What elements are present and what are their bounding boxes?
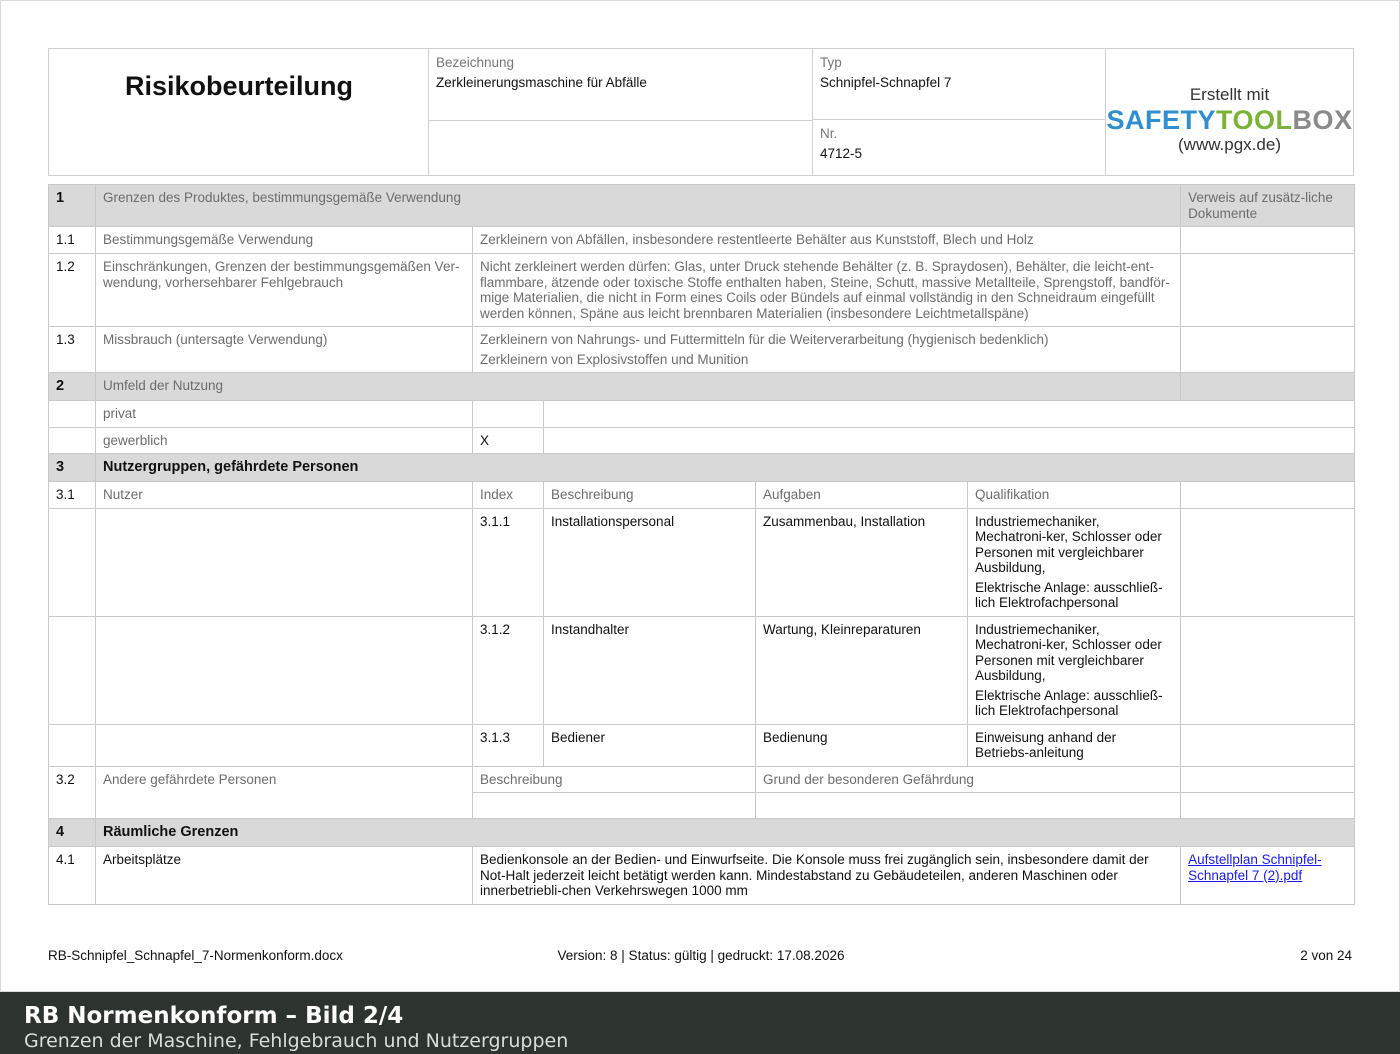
row-label: Andere gefährdete Personen [96, 766, 473, 819]
row-text-line: Zerkleinern von Explosivstoffen und Munition [480, 351, 749, 367]
user-row [49, 616, 1355, 724]
logo-top-text: Erstellt mit [1189, 85, 1270, 104]
usage-option-label: gewerblich [96, 427, 473, 454]
user-index: 3.1.1 [473, 508, 544, 616]
column-header-description: Beschreibung [544, 482, 756, 509]
logo-part-1: SAFETY [1106, 105, 1216, 135]
risk-table [48, 184, 1355, 905]
caption-subtitle: Grenzen der Maschine, Fehlgebrauch und Nutzergruppen [24, 1030, 569, 1052]
row-label: Bestimmungsgemäße Verwendung [96, 227, 473, 254]
row-number: 3.2 [49, 766, 96, 819]
row-text [473, 327, 1181, 373]
column-header-qualification: Qualifikation [968, 482, 1181, 509]
bezeichnung-value: Zerkleinerungsmaschine für Abfälle [436, 75, 647, 90]
section-title: Grenzen des Produktes, bestimmungsgemäße Verwendung [96, 185, 1181, 227]
empty-cell [756, 793, 1181, 819]
caption-bar [0, 992, 1400, 1054]
title-cell [49, 49, 429, 175]
safetytoolbox-logo [1106, 49, 1353, 175]
empty-cell [96, 508, 473, 616]
table-row [49, 227, 1355, 254]
section-number: 4 [49, 819, 96, 847]
section-title: Räumliche Grenzen [96, 819, 1355, 847]
logo-url: (www.pgx.de) [1178, 135, 1281, 154]
footer-version-status: Version: 8 | Status: gültig | gedruckt: 17.08.2026 [557, 948, 845, 963]
document-title: Risikobeurteilung [124, 71, 354, 101]
row-number: 1.2 [49, 254, 96, 327]
row-number [49, 724, 96, 766]
empty-cell [473, 793, 756, 819]
section-number: 1 [49, 185, 96, 227]
reference-cell [1181, 508, 1355, 616]
row-number [49, 508, 96, 616]
reference-cell [1181, 227, 1355, 254]
bezeichnung-label: Bezeichnung [436, 55, 515, 70]
section-title: Umfeld der Nutzung [96, 373, 1181, 401]
user-description: Instandhalter [544, 616, 756, 724]
row-number [49, 401, 96, 428]
nr-cell [813, 120, 1106, 175]
footer-page-number: 2 von 24 [1300, 948, 1352, 963]
row-number: 1.3 [49, 327, 96, 373]
table-row [49, 254, 1355, 327]
reference-cell [1181, 847, 1355, 905]
section-1-header [49, 185, 1355, 227]
user-index: 3.1.2 [473, 616, 544, 724]
row-text-line: Zerkleinern von Nahrungs- und Futtermitteln für die Weiterverarbeitung (hygienisch bedenklich) [480, 332, 1049, 347]
section-title: Nutzergruppen, gefährdete Personen [96, 454, 1355, 482]
section-2-header [49, 373, 1355, 401]
reference-cell [1181, 766, 1355, 793]
row-number [49, 616, 96, 724]
row-number: 4.1 [49, 847, 96, 905]
user-description: Bediener [544, 724, 756, 766]
table-row [49, 847, 1355, 905]
empty-cell [96, 724, 473, 766]
section-number: 3 [49, 454, 96, 482]
document-header [48, 48, 1354, 176]
user-tasks: Bedienung [756, 724, 968, 766]
row-label: Nutzer [96, 482, 473, 509]
user-index: 3.1.3 [473, 724, 544, 766]
user-qualification: Einweisung anhand der Betriebs-anleitung [968, 724, 1181, 766]
column-header-description: Beschreibung [473, 766, 756, 793]
typ-value: Schnipfel-Schnapfel 7 [820, 75, 952, 90]
attachment-link[interactable]: Aufstellplan Schnipfel-Schnapfel 7 (2).pdf [1188, 852, 1322, 883]
qualification-line: Elektrische Anlage: ausschließ-lich Elektrofachpersonal [975, 579, 1163, 610]
reference-column-header: Verweis auf zusätz-liche Dokumente [1181, 185, 1355, 227]
reference-cell [1181, 327, 1355, 373]
qualification-line: Elektrische Anlage: ausschließ-lich Elektrofachpersonal [975, 687, 1163, 718]
logo-part-3: BOX [1292, 105, 1353, 135]
row-text: Zerkleinern von Abfällen, insbesondere restentleerte Behälter aus Kunststoff, Blech und Holz [473, 227, 1181, 254]
row-label: Arbeitsplätze [96, 847, 473, 905]
reference-cell [1181, 482, 1355, 509]
section-3-header [49, 454, 1355, 482]
row-number [49, 427, 96, 454]
qualification-line: Industriemechaniker, Mechatroni-ker, Schlosser oder Personen mit vergleichbarer Ausbildung, [975, 621, 1162, 683]
bezeichnung-cell [429, 49, 813, 175]
table-row [49, 427, 1355, 454]
row-number: 3.1 [49, 482, 96, 509]
column-header-tasks: Aufgaben [756, 482, 968, 509]
row-label: Missbrauch (untersagte Verwendung) [96, 327, 473, 373]
section-number: 2 [49, 373, 96, 401]
nr-value: 4712-5 [820, 146, 863, 161]
table-row [49, 327, 1355, 373]
user-tasks: Zusammenbau, Installation [756, 508, 968, 616]
row-number: 1.1 [49, 227, 96, 254]
footer-filename: RB-Schnipfel_Schnapfel_7-Normenkonform.docx [48, 948, 343, 963]
table-row [49, 401, 1355, 428]
typ-cell [813, 49, 1106, 120]
logo-part-2: TOOL [1215, 105, 1293, 135]
table-row [49, 482, 1355, 509]
reference-cell [1181, 724, 1355, 766]
usage-option-mark [473, 401, 544, 428]
row-label: Einschränkungen, Grenzen der bestimmungsgemäßen Ver-wendung, vorhersehbarer Fehlgebrauch [96, 254, 473, 327]
typ-label: Typ [820, 55, 842, 70]
caption-title: RB Normenkonform – Bild 2/4 [24, 1003, 404, 1029]
usage-option-mark: X [473, 427, 544, 454]
usage-option-label: privat [96, 401, 473, 428]
user-qualification [968, 616, 1181, 724]
row-text: Nicht zerkleinert werden dürfen: Glas, unter Druck stehende Behälter (z. B. Spraydosen), Behälter, die leicht-ent-flammbare, ätzende oder toxische Stoffe enthalten haben, Steine, Schutt, massive Metallteile, Sprengstoff, bandför-mige Materialien, die nicht in Form eines Coils oder Bündels auf einmal vollständig in den Schneidraum eingefüllt werden können, Späne aus leicht brennbaren Materialien (insbesondere Leichtmetallspäne) [473, 254, 1181, 327]
empty-cell [544, 427, 1355, 454]
reference-cell [1181, 793, 1355, 819]
table-row [49, 766, 1355, 793]
row-text: Bedienkonsole an der Bedien- und Einwurfseite. Die Konsole muss frei zugänglich sein, insbesondere damit der Not-Halt jederzeit leicht betätigt werden kann. Mindestabstand zu Gebäudeteilen, anderen Maschinen oder innerbetriebli-chen Verkehrswegen 1000 mm [473, 847, 1181, 905]
logo-wordmark [1106, 105, 1353, 136]
user-row [49, 508, 1355, 616]
empty-cell [96, 616, 473, 724]
empty-cell [544, 401, 1355, 428]
reference-cell [1181, 254, 1355, 327]
section-4-header [49, 819, 1355, 847]
user-description: Installationspersonal [544, 508, 756, 616]
reference-cell [1181, 616, 1355, 724]
user-qualification [968, 508, 1181, 616]
column-header-index: Index [473, 482, 544, 509]
nr-label: Nr. [820, 126, 838, 141]
header-divider [429, 120, 813, 121]
reference-cell [1181, 373, 1355, 401]
user-tasks: Wartung, Kleinreparaturen [756, 616, 968, 724]
qualification-line: Industriemechaniker, Mechatroni-ker, Schlosser oder Personen mit vergleichbarer Ausbildung, [975, 513, 1162, 575]
column-header-reason: Grund der besonderen Gefährdung [756, 766, 1181, 793]
user-row [49, 724, 1355, 766]
